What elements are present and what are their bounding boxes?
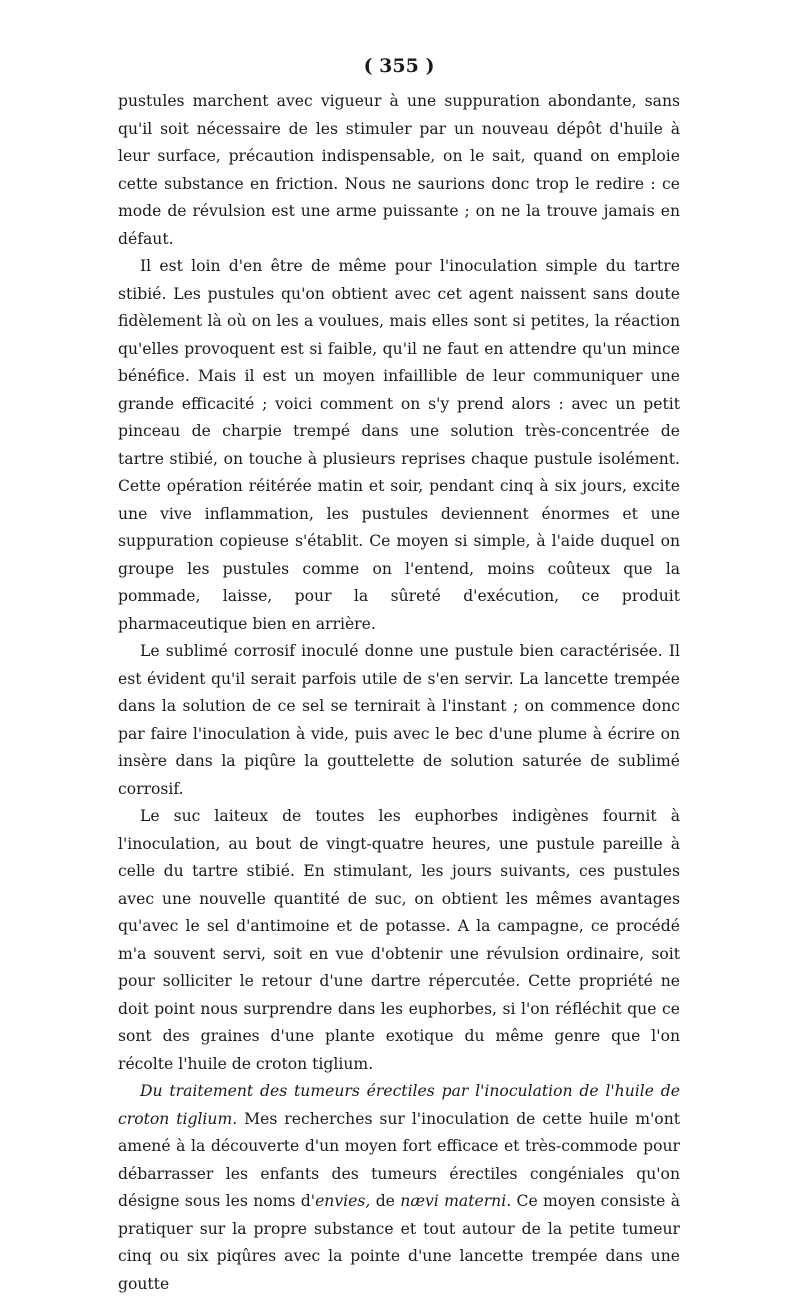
term-naevi-materni: nævi materni. — [400, 1192, 512, 1210]
section-title: Du traitement des tumeurs érectiles par l'inoculation de l'huile de croton tiglium. — [118, 1082, 680, 1128]
paragraph-5-text-a: Mes recherches sur l'inoculation de cette huile m'ont amené à la découverte d'un moyen fort efficace et très-commode pour débarrasser les enfants des tumeurs érectiles congéniales qu'on désigne sous les noms d' — [118, 1109, 680, 1210]
paragraph-4: Le suc laiteux de toutes les euphorbes indigènes fournit à l'inoculation, au bout de vingt-quatre heures, une pustule pareille à celle du tartre stibié. En stimulant, les jours suivants, ces pustules avec une nouvelle quantité de suc, on obtient les mêmes avantages qu'avec le sel d'antimoine et de potasse. A la campagne, ce procédé m'a souvent servi, soit en vue d'obtenir une révulsion ordinaire, soit pour solliciter le retour d'une dartre répercutée. Cette propriété ne doit point nous surprendre dans les euphorbes, si l'on réfléchit que ce sont des graines d'une plante exotique du même genre que l'on récolte l'huile de croton tiglium. — [118, 807, 680, 1073]
paragraph-2: Il est loin d'en être de même pour l'inoculation simple du tartre stibié. Les pustules qu'on obtient avec cet agent naissent sans doute fidèlement là où on les a voulues, mais elles sont si petites, la réaction qu'elles provoquent est si faible, qu'il ne faut en attendre qu'un mince bénéfice. Mais il est un moyen infaillible de leur communiquer une grande efficacité ; voici comment on s'y prend alors : avec un petit pinceau de charpie trempé dans une solution très-concentrée de tartre stibié, on touche à plusieurs reprises chaque pustule isolément. Cette opération réitérée matin et soir, pendant cinq à six jours, excite une vive inflammation, les pustules deviennent énormes et une suppuration copieuse s'établit. Ce moyen si simple, à l'aide duquel on groupe les pustules comme on l'entend, moins coûteux que la pommade, laisse, pour la sûreté d'exécution, ce produit pharmaceutique bien en arrière. — [118, 257, 680, 633]
paragraph-5 — [118, 1078, 680, 1298]
paragraph-3: Le sublimé corrosif inoculé donne une pustule bien caractérisée. Il est évident qu'il serait parfois utile de s'en servir. La lancette trempée dans la solution de ce sel se ternirait à l'instant ; on commence donc par faire l'inoculation à vide, puis avec le bec d'une plume à écrire on insère dans la piqûre la gouttelette de solution saturée de sublimé corrosif. — [118, 642, 680, 798]
page-number: ( 355 ) — [363, 55, 435, 77]
paragraph-5-text-c: Ce moyen consiste à pratiquer sur la propre substance et tout autour de la petite tumeur cinq ou six piqûres avec la pointe d'une lancette trempée dans une goutte — [118, 1192, 680, 1293]
book-page — [118, 55, 680, 1298]
paragraph-5-text-b: de — [370, 1192, 401, 1210]
term-envies: envies, — [315, 1192, 371, 1210]
paragraph-1: pustules marchent avec vigueur à une suppuration abondante, sans qu'il soit nécessaire de les stimuler par un nouveau dépôt d'huile à leur surface, précaution indispensable, on le sait, quand on emploie cette substance en friction. Nous ne saurions donc trop le redire : ce mode de révulsion est une arme puissante ; on ne la trouve jamais en défaut. — [118, 92, 680, 248]
